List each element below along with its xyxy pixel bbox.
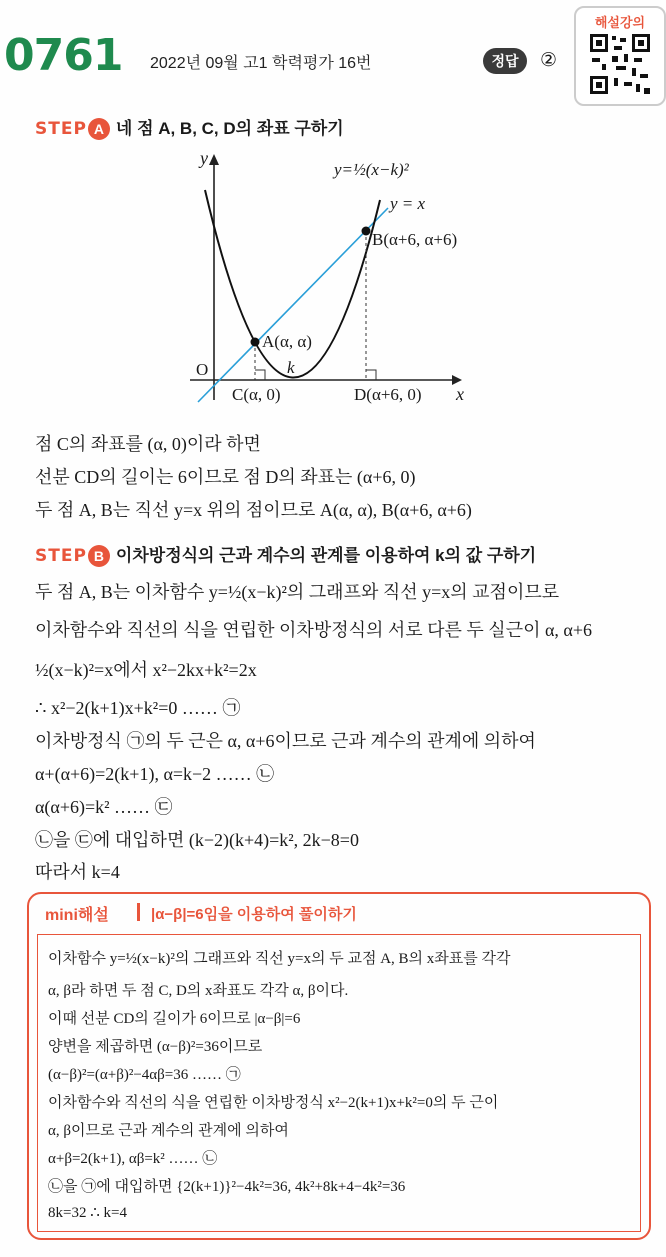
step-a-heading: STEP A 네 점 A, B, C, D의 좌표 구하기 <box>35 119 344 139</box>
step-b-line: 이차함수와 직선의 식을 연립한 이차방정식의 서로 다른 두 실근이 α, α+6 <box>35 620 592 640</box>
mini-line: α, β이므로 근과 계수의 관계에 의하여 <box>48 1123 289 1139</box>
problem-number: 0761 <box>4 30 123 81</box>
exam-info: 2022년 09월 고1 학력평가 16번 <box>150 55 372 72</box>
mini-line: (α−β)²=(α+β)²−4αβ=36 …… ㉠ <box>48 1067 241 1083</box>
step-b-line: 두 점 A, B는 이차함수 y=½(x−k)²의 그래프와 직선 y=x의 교점이므로 <box>35 582 560 602</box>
step-b-line: ½(x−k)²=x에서 x²−2kx+k²=2x <box>35 660 257 680</box>
point-b-label: B(α+6, α+6) <box>372 230 458 249</box>
mini-line: 이때 선분 CD의 길이가 6이므로 |α−β|=6 <box>48 1011 301 1027</box>
step-b-line: α+(α+6)=2(k+1), α=k−2 …… ㉡ <box>35 764 275 784</box>
step-b-line: α(α+6)=k² …… ㉢ <box>35 797 173 817</box>
step-b-line: 이차방정식 ㉠의 두 근은 α, α+6이므로 근과 계수의 관계에 의하여 <box>35 731 536 751</box>
mini-line: 8k=32 ∴ k=4 <box>48 1205 127 1221</box>
mini-solution-box <box>27 892 651 1240</box>
origin-label: O <box>196 360 209 379</box>
step-b-line: ∴ x²−2(k+1)x+k²=0 …… ㉠ <box>35 698 241 718</box>
step-a-title: 네 점 A, B, C, D의 좌표 구하기 <box>115 119 344 138</box>
mini-line: 양변을 제곱하면 (α−β)²=36이므로 <box>48 1039 263 1055</box>
mini-line: ㉡을 ㉠에 대입하면 {2(k+1)}²−4k²=36, 4k²+8k+4−4k²=36 <box>48 1179 406 1195</box>
mini-solution-body <box>37 934 641 1232</box>
step-b-heading: STEP B 이차방정식의 근과 계수의 관계를 이용하여 k의 값 구하기 <box>35 546 537 566</box>
mini-divider <box>137 903 140 921</box>
vertex-label: k <box>287 358 295 377</box>
mini-line: α+β=2(k+1), αβ=k² …… ㉡ <box>48 1151 218 1167</box>
mini-solution-header <box>29 894 649 928</box>
point-d-label: D(α+6, 0) <box>354 385 422 404</box>
parabola-label: y=½(x−k)² <box>334 160 409 179</box>
mini-tag: mini해설 <box>45 907 109 924</box>
step-a-line: 선분 CD의 길이는 6이므로 점 D의 좌표는 (α+6, 0) <box>35 467 416 487</box>
mini-line: α, β라 하면 두 점 C, D의 x좌표도 각각 α, β이다. <box>48 983 349 999</box>
answer-badge: 정답 <box>483 48 527 74</box>
step-a-circle-icon: A <box>88 118 110 140</box>
answer-value: ② <box>540 50 558 71</box>
x-axis-label: x <box>456 384 464 404</box>
point-a-label: A(α, α) <box>262 332 312 351</box>
qr-title: 해설강의 <box>594 15 646 30</box>
point-c-label: C(α, 0) <box>232 385 281 404</box>
line-label: y = x <box>390 194 426 213</box>
step-b-line: ㉡을 ㉢에 대입하면 (k−2)(k+4)=k², 2k−8=0 <box>35 830 359 850</box>
mini-line: 이차함수 y=½(x−k)²의 그래프와 직선 y=x의 두 교점 A, B의 x좌표를 각각 <box>48 951 511 967</box>
y-axis-label: y <box>200 148 208 168</box>
step-a-line: 점 C의 좌표를 (α, 0)이라 하면 <box>35 434 261 454</box>
mini-title: |α−β|=6임을 이용하여 풀이하기 <box>151 906 357 923</box>
step-b-circle-icon: B <box>88 545 110 567</box>
step-b-line: 따라서 k=4 <box>35 862 120 882</box>
step-a-line: 두 점 A, B는 직선 y=x 위의 점이므로 A(α, α), B(α+6, α+6) <box>35 500 472 520</box>
mini-line: 이차함수와 직선의 식을 연립한 이차방정식 x²−2(k+1)x+k²=0의 두 근이 <box>48 1095 499 1111</box>
step-b-title: 이차방정식의 근과 계수의 관계를 이용하여 k의 값 구하기 <box>115 546 537 565</box>
